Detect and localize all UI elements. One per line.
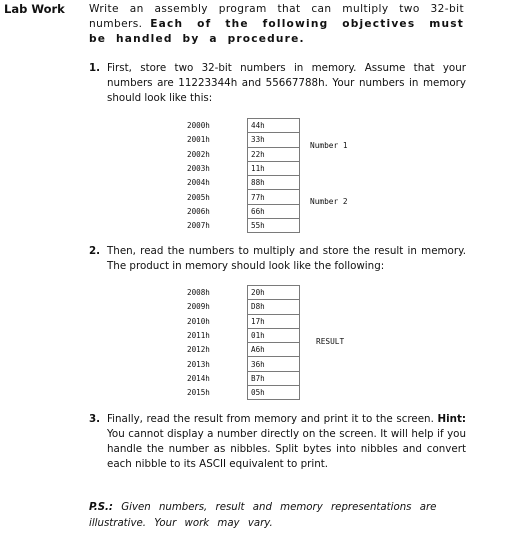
- memory-address: 2000h: [187, 121, 210, 131]
- memory-row: [184, 219, 300, 233]
- memory-value: 20h: [248, 286, 300, 300]
- memory-row: [184, 300, 300, 314]
- memory-row: [184, 357, 300, 371]
- memory-row: [184, 328, 300, 342]
- memory-value: 77h: [248, 190, 300, 204]
- step-2-number: 2.: [89, 245, 101, 257]
- number-1-label: Number 1: [310, 141, 348, 150]
- memory-row: [184, 119, 300, 133]
- memory-value: 11h: [248, 161, 300, 175]
- memory-address: 2004h: [187, 178, 210, 188]
- memory-row: [184, 133, 300, 147]
- memory-value: 05h: [248, 386, 300, 400]
- memory-row: [184, 204, 300, 218]
- memory-address: 2002h: [187, 149, 210, 159]
- memory-address: 2001h: [187, 135, 210, 145]
- memory-address: 2010h: [187, 316, 210, 326]
- hint-text: You cannot display a number directly on the screen. It will help if you handle the number as nibbles. Split bytes into nibbles and convert each nibble to its ASCII equivalent to print.: [107, 428, 466, 470]
- step-3: [89, 412, 466, 472]
- intro-bold-requirement: Each of the following objectives must be handled by a procedure.: [89, 18, 464, 45]
- memory-value: 17h: [248, 314, 300, 328]
- memory-row: [184, 161, 300, 175]
- memory-value: B7h: [248, 371, 300, 385]
- memory-row: [184, 343, 300, 357]
- memory-address: 2007h: [187, 221, 210, 231]
- ps-note: [89, 500, 466, 532]
- memory-row: [184, 176, 300, 190]
- intro-sentence: Write an assembly program that can multiply two 32-bit numbers.: [89, 3, 464, 30]
- intro-paragraph: [89, 2, 464, 47]
- ps-label: P.S.:: [89, 502, 113, 513]
- memory-value: 01h: [248, 328, 300, 342]
- memory-value: D8h: [248, 300, 300, 314]
- step-2-text: Then, read the numbers to multiply and store the result in memory. The product in memory should look like the following:: [107, 245, 466, 272]
- memory-address: 2009h: [187, 302, 210, 312]
- memory-address: 2013h: [187, 359, 210, 369]
- memory-row: [184, 147, 300, 161]
- step-2: [89, 244, 466, 274]
- memory-address: 2005h: [187, 192, 210, 202]
- memory-value: 36h: [248, 357, 300, 371]
- step-3-text: [107, 412, 466, 472]
- memory-table-result: [184, 285, 300, 400]
- memory-value: A6h: [248, 343, 300, 357]
- memory-address: 2003h: [187, 164, 210, 174]
- result-label: RESULT: [316, 337, 345, 346]
- memory-value: 33h: [248, 133, 300, 147]
- memory-value: 44h: [248, 119, 300, 133]
- memory-address: 2012h: [187, 345, 210, 355]
- memory-address: 2006h: [187, 206, 210, 216]
- memory-value: 66h: [248, 204, 300, 218]
- section-heading: Lab Work: [4, 2, 65, 16]
- memory-row: [184, 190, 300, 204]
- memory-value: 55h: [248, 219, 300, 233]
- memory-table-numbers: [184, 118, 300, 233]
- memory-address: 2015h: [187, 388, 210, 398]
- step-3-sentence: Finally, read the result from memory and print it to the screen.: [107, 413, 434, 425]
- hint-label: Hint:: [437, 413, 466, 425]
- step-1-text: First, store two 32-bit numbers in memory. Assume that your numbers are 11223344h and 55667788h. Your numbers in memory should look like this:: [107, 62, 466, 104]
- step-1: [89, 61, 466, 106]
- step-3-number: 3.: [89, 413, 101, 425]
- number-2-label: Number 2: [310, 197, 348, 206]
- memory-row: [184, 286, 300, 300]
- memory-address: 2008h: [187, 288, 210, 298]
- memory-address: 2011h: [187, 331, 210, 341]
- memory-row: [184, 386, 300, 400]
- memory-value: 22h: [248, 147, 300, 161]
- ps-text: Given numbers, result and memory representations are illustrative. Your work may vary.: [89, 502, 437, 529]
- memory-row: [184, 371, 300, 385]
- memory-value: 88h: [248, 176, 300, 190]
- step-1-number: 1.: [89, 62, 101, 74]
- memory-address: 2014h: [187, 373, 210, 383]
- memory-row: [184, 314, 300, 328]
